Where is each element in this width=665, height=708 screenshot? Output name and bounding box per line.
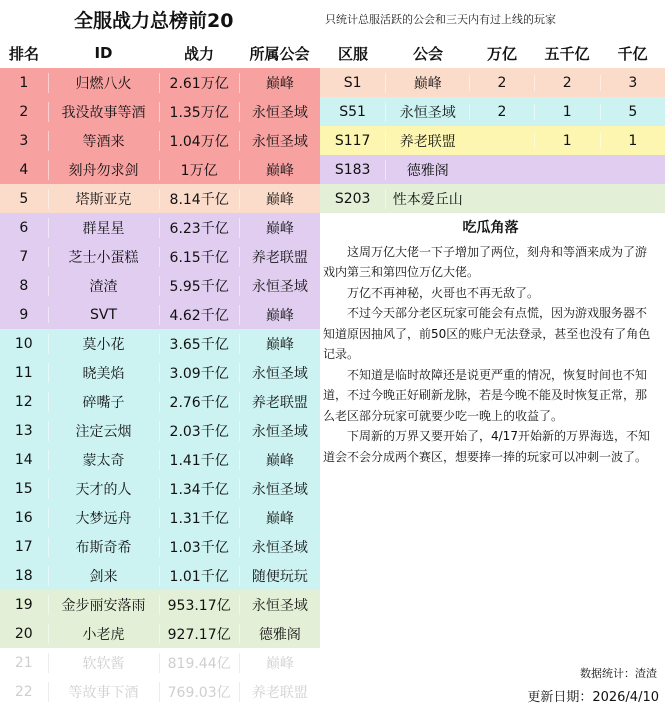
power-cell: 1.35万亿 [159, 102, 239, 122]
header-wu-qian-yi: 五千亿 [544, 44, 590, 63]
guild-cell: 巅峰 [239, 160, 320, 180]
player-id-cell: 小老虎 [48, 624, 159, 644]
stat-note: 只统计总服活跃的公会和三天内有过上线的玩家 [325, 13, 556, 26]
table-row [0, 358, 320, 387]
player-id-cell: 天才的人 [48, 479, 159, 499]
table-row [0, 155, 320, 184]
power-cell: 1万亿 [159, 160, 239, 180]
table-row [0, 242, 320, 271]
power-cell: 4.62千亿 [159, 305, 239, 325]
table-row [0, 590, 320, 619]
rank-cell: 12 [14, 393, 33, 410]
table-row [0, 300, 320, 329]
guild-cell: 巅峰 [239, 189, 320, 209]
player-id-cell: 群星星 [48, 218, 159, 238]
power-cell: 769.03亿 [159, 682, 239, 702]
rank-cell: 1 [19, 74, 29, 91]
power-cell: 5.95千亿 [159, 276, 239, 296]
player-id-cell: 塔斯亚克 [48, 189, 159, 209]
player-id-cell: 莫小花 [48, 334, 159, 354]
wan-yi-count: 2 [469, 75, 533, 91]
qian-yi-count: 5 [600, 104, 665, 120]
table-row [0, 474, 320, 503]
article-paragraph: 不知道是临时故障还是说更严重的情况，恢复时间也不知道，不过今晚正好刷新龙脉，若是今晚不能及时恢复正常，那么老区部分玩家可就要少吃一晚上的收益了。 [323, 367, 648, 423]
power-ranking-table [0, 38, 320, 706]
player-id-cell: 剑来 [48, 566, 159, 586]
player-id-cell: 我没故事等酒 [48, 102, 159, 122]
guild-cell: 巅峰 [239, 508, 320, 528]
guild-cell: 永恒圣域 [239, 479, 320, 499]
rank-cell: 21 [14, 654, 33, 671]
article-paragraph: 不过今天部分老区玩家可能会有点慌，因为游戏服务器不知道原因抽风了，前50区的账户无法登录，甚至也没有了角色记录。 [323, 306, 651, 361]
player-id-cell: SVT [48, 307, 159, 323]
table-header [320, 38, 665, 68]
table-row [0, 532, 320, 561]
power-cell: 6.15千亿 [159, 247, 239, 267]
rank-cell: 2 [19, 103, 29, 120]
table-row [0, 126, 320, 155]
gossip-article [323, 218, 658, 467]
rank-cell: 10 [14, 335, 33, 352]
table-row [320, 68, 665, 97]
power-cell: 3.65千亿 [159, 334, 239, 354]
server-cell: S183 [334, 161, 371, 178]
table-row [320, 97, 665, 126]
header-rank: 排名 [8, 44, 39, 63]
article-paragraph: 万亿不再神秘，火哥也不再无敌了。 [347, 285, 540, 300]
guild-cell: 永恒圣域 [239, 363, 320, 383]
qian-yi-count: 3 [600, 75, 665, 91]
player-id-cell: 等故事下酒 [48, 682, 159, 702]
rank-cell: 20 [14, 625, 33, 642]
article-title: 吃瓜角落 [462, 220, 519, 236]
table-row [320, 155, 665, 184]
rank-cell: 6 [19, 219, 29, 236]
guild-cell: 养老联盟 [239, 247, 320, 267]
qian-yi-count: 1 [600, 133, 665, 149]
table-row [0, 184, 320, 213]
guild-cell: 永恒圣域 [239, 276, 320, 296]
player-id-cell: 刻舟勿求剑 [48, 160, 159, 180]
rank-cell: 15 [14, 480, 33, 497]
rank-cell: 13 [14, 422, 33, 439]
player-id-cell: 碎嘴子 [48, 392, 159, 412]
table-row [0, 387, 320, 416]
table-row [0, 503, 320, 532]
power-cell: 953.17亿 [159, 595, 239, 615]
wu-qian-yi-count: 2 [534, 75, 600, 91]
guild-cell: 性本爱丘山 [385, 189, 469, 209]
table-row [0, 677, 320, 706]
table-row [0, 445, 320, 474]
guild-cell: 巅峰 [239, 305, 320, 325]
player-id-cell: 注定云烟 [48, 421, 159, 441]
table-row [0, 271, 320, 300]
update-date: 更新日期：2026/4/10 [527, 690, 659, 705]
rank-cell: 17 [14, 538, 33, 555]
wu-qian-yi-count: 1 [534, 133, 600, 149]
rank-cell: 7 [19, 248, 29, 265]
rank-cell: 8 [19, 277, 29, 294]
guild-cell: 永恒圣域 [239, 102, 320, 122]
article-paragraph: 下周新的万界又要开始了，4/17开始新的万界海选，不知道会不会分成两个赛区，想要捧一捧的玩家可以冲刺一波了。 [323, 429, 650, 464]
power-cell: 927.17亿 [159, 624, 239, 644]
guild-cell: 巅峰 [239, 73, 320, 93]
guild-cell: 德雅阁 [239, 624, 320, 644]
header-wan-yi: 万亿 [486, 44, 517, 63]
header-qian-yi: 千亿 [617, 44, 648, 63]
server-cell: S117 [334, 132, 371, 149]
rank-cell: 3 [19, 132, 29, 149]
power-cell: 3.09千亿 [159, 363, 239, 383]
rank-cell: 11 [14, 364, 33, 381]
player-id-cell: 大梦远舟 [48, 508, 159, 528]
table-row [0, 213, 320, 242]
server-cell: S51 [339, 103, 366, 120]
rank-cell: 14 [14, 451, 33, 468]
power-cell: 1.31千亿 [159, 508, 239, 528]
power-cell: 1.01千亿 [159, 566, 239, 586]
data-credit: 数据统计：渣渣 [580, 667, 657, 680]
guild-cell: 巅峰 [239, 334, 320, 354]
header-guild: 所属公会 [249, 44, 310, 63]
player-id-cell: 芝士小蛋糕 [48, 247, 159, 267]
rank-cell: 22 [14, 683, 33, 700]
server-cell: S203 [334, 190, 371, 207]
guild-cell: 养老联盟 [239, 392, 320, 412]
header-power: 战力 [183, 44, 214, 63]
table-row [0, 619, 320, 648]
header-guild: 公会 [412, 44, 443, 63]
guild-cell: 巅峰 [239, 218, 320, 238]
rank-cell: 19 [14, 596, 33, 613]
power-cell: 2.03千亿 [159, 421, 239, 441]
rank-cell: 18 [14, 567, 33, 584]
power-cell: 2.61万亿 [159, 73, 239, 93]
table-row [0, 561, 320, 590]
table-row [0, 416, 320, 445]
page-title: 全服战力总榜前20 [74, 10, 234, 32]
player-id-cell: 布斯奇希 [48, 537, 159, 557]
guild-cell: 养老联盟 [239, 682, 320, 702]
table-row [0, 68, 320, 97]
guild-cell: 养老联盟 [385, 131, 469, 151]
rank-cell: 9 [19, 306, 29, 323]
power-cell: 8.14千亿 [159, 189, 239, 209]
power-cell: 2.76千亿 [159, 392, 239, 412]
player-id-cell: 归燃八火 [48, 73, 159, 93]
power-cell: 1.03千亿 [159, 537, 239, 557]
player-id-cell: 蒙太奇 [48, 450, 159, 470]
power-cell: 6.23千亿 [159, 218, 239, 238]
player-id-cell: 金步丽安落雨 [48, 595, 159, 615]
rank-cell: 5 [19, 190, 29, 207]
guild-cell: 巅峰 [239, 653, 320, 673]
article-paragraph: 这周万亿大佬一下子增加了两位，刻舟和等酒来成为了游戏内第三和第四位万亿大佬。 [323, 244, 648, 279]
power-cell: 1.34千亿 [159, 479, 239, 499]
table-row [320, 184, 665, 213]
power-cell: 1.41千亿 [159, 450, 239, 470]
player-id-cell: 等酒来 [48, 131, 159, 151]
server-cell: S1 [343, 74, 362, 91]
table-header [0, 38, 320, 68]
rank-cell: 4 [19, 161, 29, 178]
guild-cell: 永恒圣域 [239, 131, 320, 151]
guild-cell: 永恒圣域 [239, 421, 320, 441]
rank-cell: 16 [14, 509, 33, 526]
power-cell: 1.04万亿 [159, 131, 239, 151]
power-cell: 819.44亿 [159, 653, 239, 673]
table-row [0, 329, 320, 358]
player-id-cell: 渣渣 [48, 276, 159, 296]
guild-cell: 巅峰 [239, 450, 320, 470]
guild-cell: 德雅阁 [385, 160, 469, 180]
table-row [320, 126, 665, 155]
guild-cell: 巅峰 [385, 73, 469, 93]
player-id-cell: 软软酱 [48, 653, 159, 673]
table-row [0, 648, 320, 677]
player-id-cell: 晓美焰 [48, 363, 159, 383]
wan-yi-count: 2 [469, 104, 533, 120]
header-server: 区服 [337, 44, 368, 63]
guild-cell: 随便玩玩 [239, 566, 320, 586]
guild-cell: 永恒圣域 [239, 595, 320, 615]
guild-cell: 永恒圣域 [239, 537, 320, 557]
table-row [0, 97, 320, 126]
header-id: ID [94, 44, 113, 62]
guild-cell: 永恒圣域 [385, 102, 469, 122]
wu-qian-yi-count: 1 [534, 104, 600, 120]
server-guild-table [320, 38, 665, 213]
